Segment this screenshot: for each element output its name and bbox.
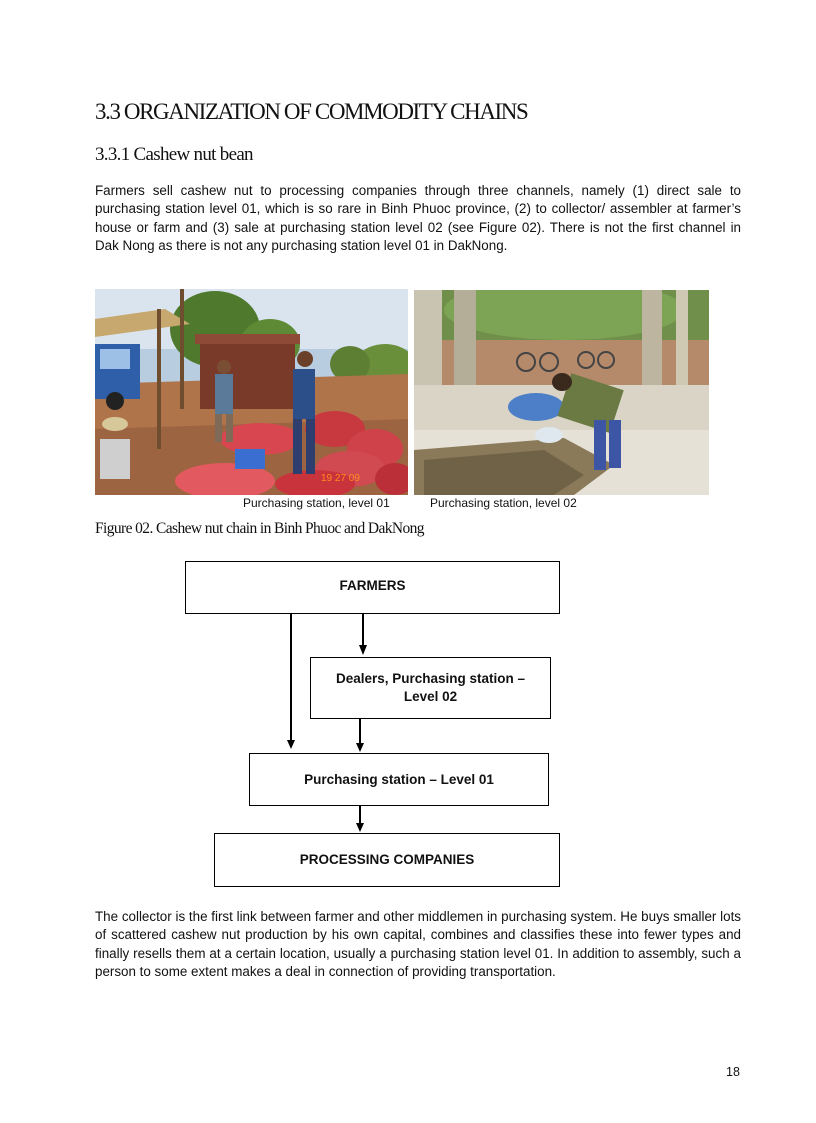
arrowhead-farmers-to-dealers	[359, 645, 367, 655]
arrowhead-station-to-processing	[356, 823, 364, 832]
arrowhead-farmers-to-station	[287, 740, 295, 749]
arrowhead-dealers-to-station	[356, 743, 364, 752]
page-number: 18	[726, 1065, 740, 1079]
flow-box-dealers: Dealers, Purchasing station – Level 02	[310, 657, 551, 719]
subsection-heading: 3.3.1 Cashew nut bean	[95, 144, 253, 165]
photo-purchasing-station-level-01	[95, 289, 408, 495]
photo-date-stamp: 19 27 09	[321, 473, 360, 484]
flow-box-farmers: FARMERS	[185, 561, 560, 614]
flow-box-station-level-01: Purchasing station – Level 01	[249, 753, 549, 806]
figure-caption: Figure 02. Cashew nut chain in Binh Phuoc and DakNong	[95, 520, 424, 537]
flow-box-processing-companies: PROCESSING COMPANIES	[214, 833, 560, 887]
closing-paragraph: The collector is the first link between farmer and other middlemen in purchasing system. He buys smaller lots of scattered cashew nut production by his own capital, combines and classifies these into fewer types and finally resells them at a certain location, usually a purchasing station level 01. In addition to assembly, such a person to some extent makes a deal in connection of providing transportation.	[95, 909, 741, 980]
photo-caption-level-02: Purchasing station, level 02	[430, 496, 577, 510]
intro-paragraph: Farmers sell cashew nut to processing companies through three channels, namely (1) direct sale to purchasing station level 01, which is so rare in Binh Phuoc province, (2) to collector/ assembler at farmer’s house or farm and (3) sale at purchasing station level 02 (see Figure 02). There is not the first channel in Dak Nong as there is not any purchasing station level 01 in DakNong.	[95, 183, 741, 254]
section-heading: 3.3 ORGANIZATION OF COMMODITY CHAINS	[95, 99, 528, 124]
photo-caption-level-01: Purchasing station, level 01	[243, 496, 390, 510]
photo-purchasing-station-level-02	[414, 290, 709, 495]
